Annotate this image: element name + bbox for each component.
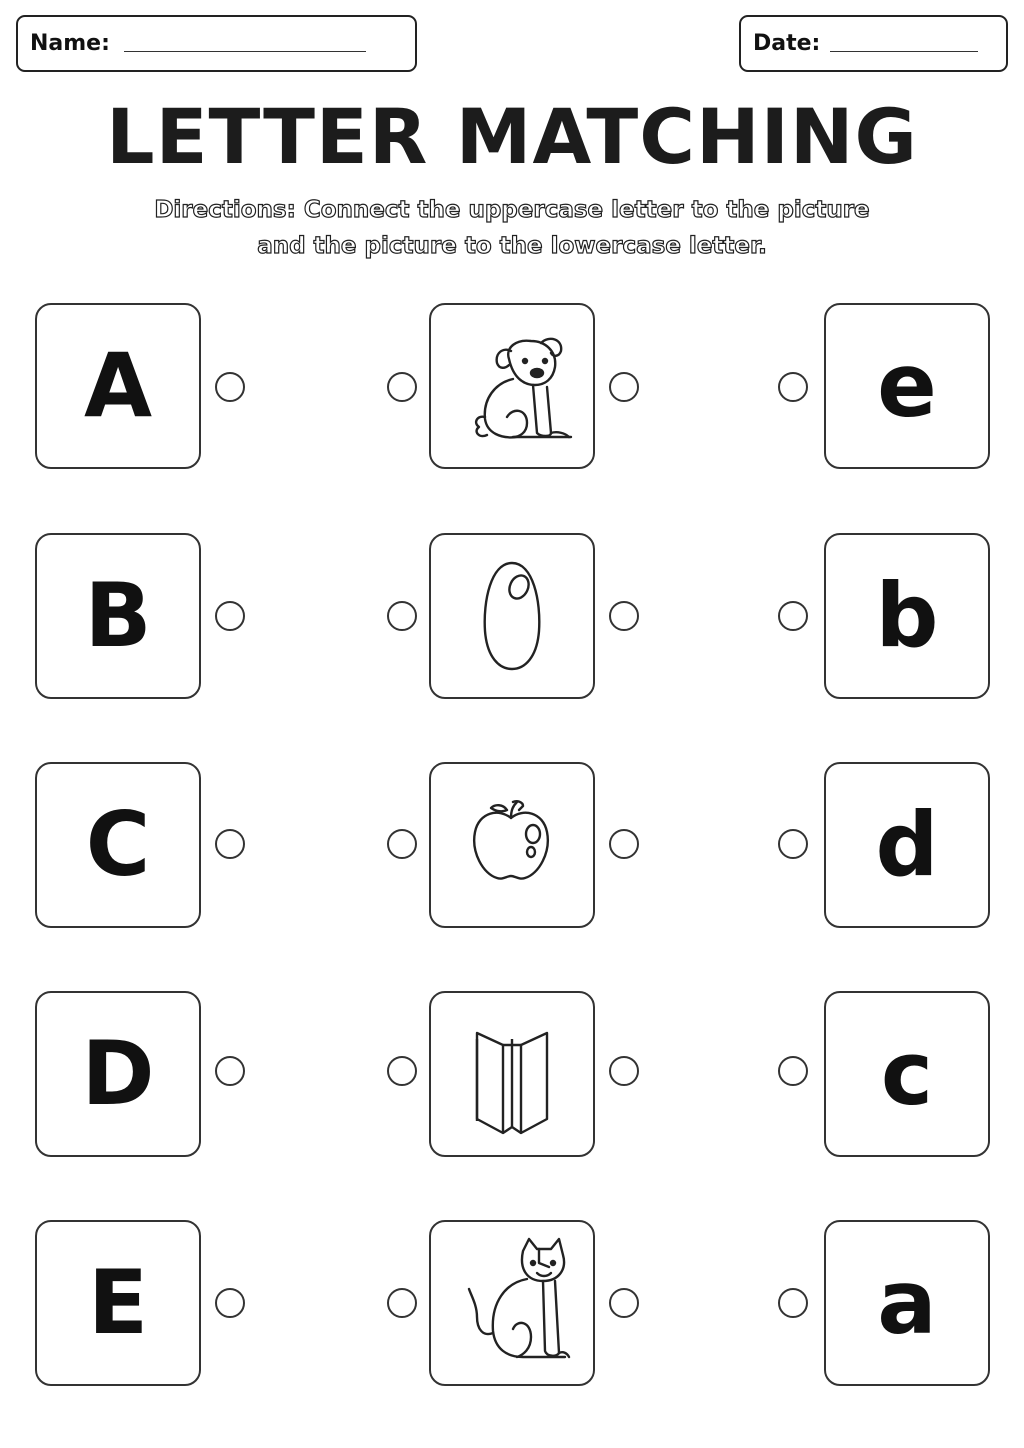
- uppercase-letter: A: [83, 334, 153, 437]
- picture-right-dot[interactable]: [609, 601, 639, 631]
- date-label: Date:: [753, 31, 821, 56]
- name-field[interactable]: [16, 15, 417, 72]
- apple-icon: [447, 780, 577, 910]
- picture-left-dot[interactable]: [387, 1288, 417, 1318]
- lowercase-dot[interactable]: [778, 829, 808, 859]
- lowercase-dot[interactable]: [778, 1288, 808, 1318]
- lowercase-card: [824, 303, 990, 469]
- lowercase-dot[interactable]: [778, 372, 808, 402]
- picture-left-dot[interactable]: [387, 1056, 417, 1086]
- picture-right-dot[interactable]: [609, 372, 639, 402]
- picture-card: [429, 533, 595, 699]
- lowercase-card: [824, 762, 990, 928]
- picture-card: [429, 991, 595, 1157]
- uppercase-card: [35, 1220, 201, 1386]
- uppercase-card: [35, 991, 201, 1157]
- date-field[interactable]: [739, 15, 1008, 72]
- uppercase-dot[interactable]: [215, 829, 245, 859]
- lowercase-letter: c: [880, 1022, 934, 1125]
- lowercase-letter: a: [877, 1251, 937, 1354]
- picture-right-dot[interactable]: [609, 1288, 639, 1318]
- picture-right-dot[interactable]: [609, 1056, 639, 1086]
- picture-card: [429, 762, 595, 928]
- egg-icon: [447, 551, 577, 681]
- page-title: LETTER MATCHING: [106, 92, 918, 181]
- picture-left-dot[interactable]: [387, 601, 417, 631]
- picture-left-dot[interactable]: [387, 372, 417, 402]
- lowercase-letter: e: [877, 334, 937, 437]
- cat-icon: [447, 1233, 577, 1373]
- uppercase-card: [35, 762, 201, 928]
- book-icon: [447, 1009, 577, 1139]
- name-line[interactable]: [124, 51, 366, 52]
- directions: [0, 192, 1024, 264]
- picture-right-dot[interactable]: [609, 829, 639, 859]
- picture-left-dot[interactable]: [387, 829, 417, 859]
- dog-icon: [447, 321, 577, 451]
- lowercase-dot[interactable]: [778, 1056, 808, 1086]
- picture-card: [429, 303, 595, 469]
- lowercase-letter: b: [875, 564, 939, 667]
- name-label: Name:: [30, 31, 110, 56]
- uppercase-card: [35, 303, 201, 469]
- uppercase-dot[interactable]: [215, 601, 245, 631]
- uppercase-letter: B: [84, 564, 152, 667]
- uppercase-card: [35, 533, 201, 699]
- uppercase-dot[interactable]: [215, 1288, 245, 1318]
- directions-line-2: and the picture to the lowercase letter.: [257, 233, 767, 259]
- lowercase-letter: d: [875, 793, 939, 896]
- uppercase-letter: E: [87, 1251, 149, 1354]
- lowercase-card: [824, 1220, 990, 1386]
- uppercase-letter: C: [85, 793, 151, 896]
- picture-card: [429, 1220, 595, 1386]
- directions-line-1: Directions: Connect the uppercase letter to the picture: [154, 197, 870, 223]
- date-line[interactable]: [830, 51, 978, 52]
- lowercase-card: [824, 991, 990, 1157]
- lowercase-dot[interactable]: [778, 601, 808, 631]
- lowercase-card: [824, 533, 990, 699]
- uppercase-letter: D: [81, 1022, 155, 1125]
- uppercase-dot[interactable]: [215, 372, 245, 402]
- uppercase-dot[interactable]: [215, 1056, 245, 1086]
